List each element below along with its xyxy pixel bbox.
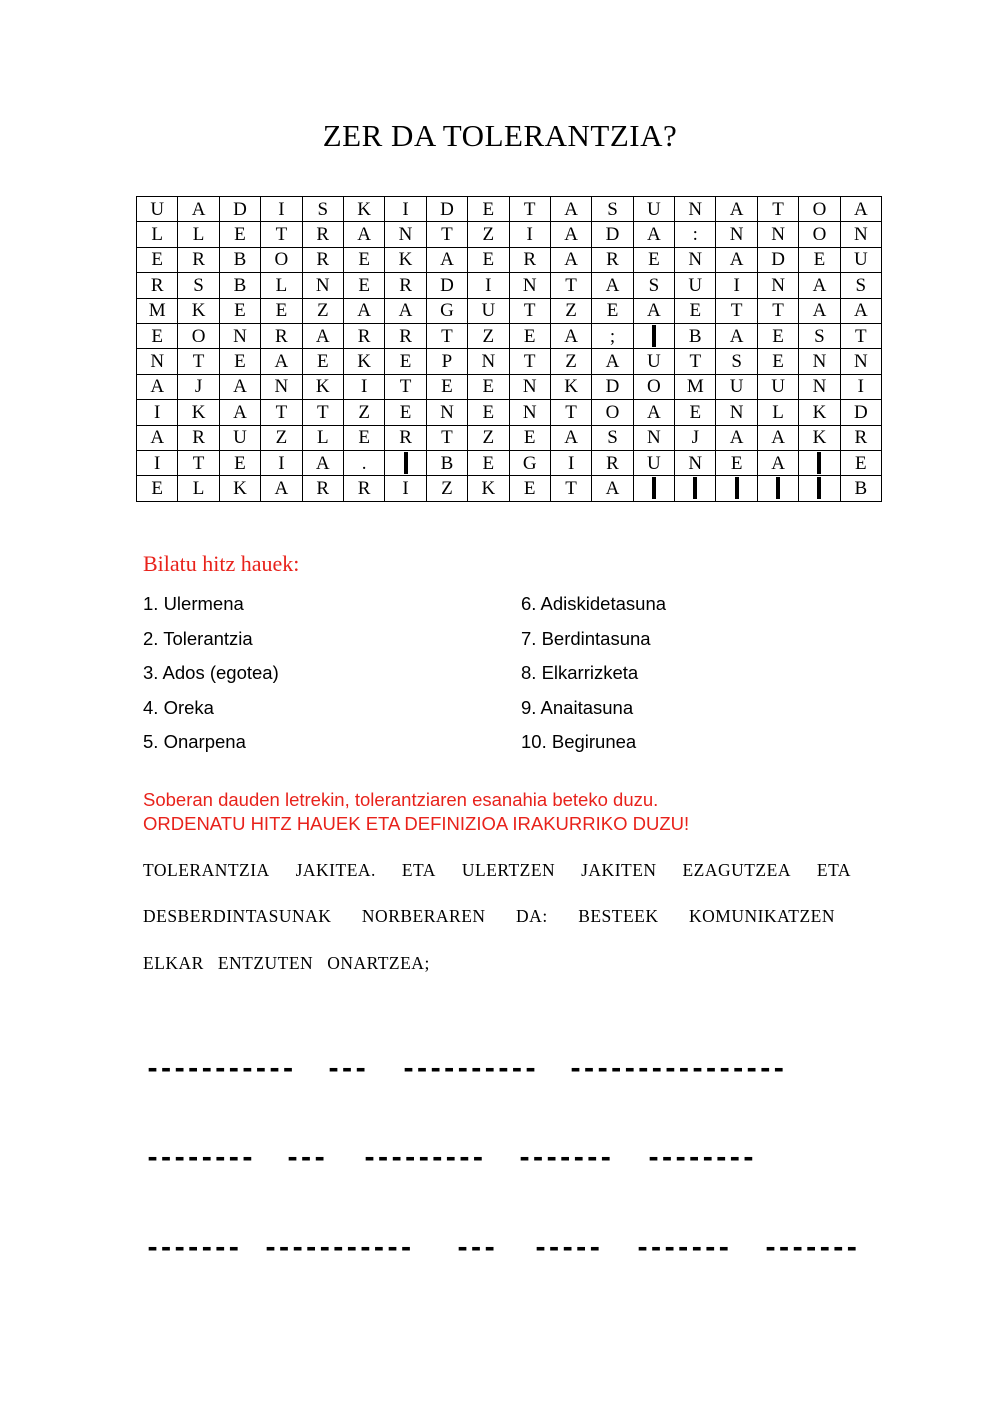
grid-row — [137, 273, 882, 298]
grid-cell: E — [592, 298, 633, 323]
answer-blank[interactable]: --- — [455, 1233, 496, 1262]
grid-cell: R — [302, 476, 343, 501]
grid-cell: L — [178, 476, 219, 501]
grid-cell: E — [716, 450, 757, 475]
grid-cell: A — [550, 197, 591, 222]
grid-cell: A — [799, 298, 840, 323]
answer-line — [143, 1143, 855, 1173]
grid-cell: N — [633, 425, 674, 450]
grid-cell: O — [592, 400, 633, 425]
grid-cell: E — [343, 247, 384, 272]
grid-cell: N — [675, 247, 716, 272]
grid-cell: I — [550, 450, 591, 475]
grid-cell: E — [509, 323, 550, 348]
scrambled-word: DA: — [516, 906, 548, 926]
scrambled-word: JAKITEA. — [295, 860, 376, 880]
grid-cell: Z — [302, 298, 343, 323]
grid-cell: N — [757, 222, 798, 247]
grid-cell: A — [261, 349, 302, 374]
grid-cell: N — [840, 222, 881, 247]
grid-cell: A — [302, 323, 343, 348]
grid-cell: T — [757, 197, 798, 222]
answer-blank[interactable]: ------- — [145, 1233, 240, 1262]
grid-cell: R — [178, 425, 219, 450]
grid-cell: O — [799, 197, 840, 222]
block-mark — [817, 477, 821, 499]
grid-cell: I — [137, 450, 178, 475]
grid-cell: N — [426, 400, 467, 425]
grid-cell: D — [592, 222, 633, 247]
answer-blank[interactable]: ------- — [517, 1143, 612, 1172]
grid-cell: E — [468, 247, 509, 272]
grid-row — [137, 476, 882, 501]
grid-row — [137, 197, 882, 222]
block-mark — [735, 477, 739, 499]
grid-cell: G — [426, 298, 467, 323]
grid-cell: N — [219, 323, 260, 348]
grid-cell: T — [385, 374, 426, 399]
grid-cell: E — [385, 400, 426, 425]
grid-cell: D — [592, 374, 633, 399]
grid-cell: N — [757, 273, 798, 298]
grid-cell: U — [716, 374, 757, 399]
word-search-grid — [136, 196, 882, 502]
word-list-item: 2. Tolerantzia — [143, 628, 253, 649]
grid-cell: N — [385, 222, 426, 247]
grid-cell: A — [716, 247, 757, 272]
word-list-item: 5. Onarpena — [143, 731, 246, 752]
grid-cell: E — [468, 400, 509, 425]
grid-cell: R — [592, 450, 633, 475]
grid-cell: B — [675, 323, 716, 348]
block-mark — [693, 477, 697, 499]
grid-cell: R — [840, 425, 881, 450]
grid-cell — [799, 476, 840, 501]
grid-cell: L — [302, 425, 343, 450]
grid-cell: Z — [468, 222, 509, 247]
grid-cell: E — [509, 476, 550, 501]
grid-cell: A — [550, 323, 591, 348]
answer-blank[interactable]: -------- — [145, 1143, 254, 1172]
grid-cell: A — [592, 273, 633, 298]
grid-cell: K — [385, 247, 426, 272]
grid-cell: D — [426, 273, 467, 298]
block-mark — [652, 477, 656, 499]
answer-blank[interactable]: -------- — [646, 1143, 755, 1172]
grid-cell: O — [633, 374, 674, 399]
grid-cell: R — [385, 425, 426, 450]
grid-cell: A — [178, 197, 219, 222]
grid-cell: T — [716, 298, 757, 323]
scrambled-word: ELKAR — [143, 953, 204, 973]
grid-cell: S — [799, 323, 840, 348]
grid-cell: T — [426, 222, 467, 247]
grid-cell: E — [799, 247, 840, 272]
scrambled-word: EZAGUTZEA — [682, 860, 791, 880]
grid-cell: T — [550, 400, 591, 425]
scrambled-word: ULERTZEN — [461, 860, 556, 880]
grid-cell: E — [757, 349, 798, 374]
grid-cell: A — [426, 247, 467, 272]
answer-blank[interactable]: --- — [285, 1143, 326, 1172]
grid-cell: Z — [343, 400, 384, 425]
grid-cell: I — [137, 400, 178, 425]
grid-cell: : — [675, 222, 716, 247]
grid-cell: E — [675, 400, 716, 425]
grid-cell: R — [385, 273, 426, 298]
grid-cell: N — [716, 222, 757, 247]
scrambled-word: KOMUNIKATZEN — [689, 906, 835, 926]
scrambled-line — [143, 953, 851, 974]
grid-cell: K — [799, 400, 840, 425]
search-heading: Bilatu hitz hauek: — [143, 551, 300, 576]
grid-row — [137, 298, 882, 323]
word-list-item: 10. Begirunea — [521, 731, 637, 752]
scrambled-word: BESTEEK — [578, 906, 659, 926]
grid-cell: M — [137, 298, 178, 323]
grid-cell: B — [219, 273, 260, 298]
grid-cell: R — [261, 323, 302, 348]
grid-cell: ; — [592, 323, 633, 348]
grid-cell: D — [219, 197, 260, 222]
grid-cell: R — [509, 247, 550, 272]
answer-line — [143, 1054, 855, 1084]
grid-cell: K — [302, 374, 343, 399]
grid-cell: E — [468, 450, 509, 475]
grid-cell — [385, 450, 426, 475]
grid-cell: A — [219, 374, 260, 399]
grid-cell: U — [633, 349, 674, 374]
grid-cell — [716, 476, 757, 501]
grid-cell: A — [799, 273, 840, 298]
grid-cell: N — [799, 374, 840, 399]
grid-cell: U — [757, 374, 798, 399]
grid-cell: K — [219, 476, 260, 501]
answer-blank[interactable]: ---------- — [401, 1054, 537, 1083]
grid-cell: D — [840, 400, 881, 425]
scrambled-line — [143, 906, 835, 927]
grid-cell: E — [137, 247, 178, 272]
grid-cell: K — [343, 197, 384, 222]
grid-cell: U — [468, 298, 509, 323]
grid-cell: E — [219, 450, 260, 475]
page-title: ZER DA TOLERANTZIA? — [322, 118, 678, 153]
answer-blank[interactable]: ---------------- — [568, 1054, 785, 1083]
block-mark — [652, 325, 656, 347]
grid-cell: A — [550, 247, 591, 272]
answer-blank[interactable]: --------- — [362, 1143, 484, 1172]
grid-cell: Z — [550, 349, 591, 374]
grid-cell: E — [219, 298, 260, 323]
grid-cell: N — [261, 374, 302, 399]
grid-cell: R — [343, 476, 384, 501]
answer-blank[interactable]: ------- — [635, 1233, 730, 1262]
grid-cell: B — [219, 247, 260, 272]
grid-cell: Z — [468, 323, 509, 348]
grid-cell: K — [178, 298, 219, 323]
grid-cell: D — [426, 197, 467, 222]
grid-cell: S — [716, 349, 757, 374]
grid-cell: N — [675, 197, 716, 222]
grid-cell: E — [757, 323, 798, 348]
grid-cell: O — [261, 247, 302, 272]
grid-cell: I — [343, 374, 384, 399]
block-mark — [817, 452, 821, 474]
grid-row — [137, 374, 882, 399]
grid-cell: D — [757, 247, 798, 272]
grid-cell: P — [426, 349, 467, 374]
grid-cell: T — [302, 400, 343, 425]
grid-cell: G — [509, 450, 550, 475]
grid-cell: K — [550, 374, 591, 399]
grid-cell: E — [302, 349, 343, 374]
grid-cell: R — [592, 247, 633, 272]
word-list-item: 1. Ulermena — [143, 593, 244, 614]
grid-cell: T — [426, 323, 467, 348]
word-list-item: 9. Anaitasuna — [521, 697, 634, 718]
grid-cell: L — [261, 273, 302, 298]
grid-cell: A — [385, 298, 426, 323]
answer-blank[interactable]: --- — [326, 1054, 367, 1083]
grid-cell: T — [757, 298, 798, 323]
grid-cell: E — [633, 247, 674, 272]
grid-cell: R — [343, 323, 384, 348]
grid-cell: I — [385, 476, 426, 501]
grid-cell: T — [840, 323, 881, 348]
grid-cell: T — [509, 298, 550, 323]
grid-cell: T — [550, 476, 591, 501]
grid-row — [137, 222, 882, 247]
grid-cell: N — [509, 400, 550, 425]
grid-cell: E — [343, 425, 384, 450]
grid-cell: A — [261, 476, 302, 501]
grid-cell: N — [509, 374, 550, 399]
grid-cell: I — [468, 273, 509, 298]
grid-cell: A — [757, 425, 798, 450]
grid-cell: T — [509, 197, 550, 222]
word-list-item: 8. Elkarrizketa — [521, 662, 639, 683]
grid-cell: S — [178, 273, 219, 298]
grid-cell: M — [675, 374, 716, 399]
grid-cell: U — [137, 197, 178, 222]
grid-cell: B — [840, 476, 881, 501]
grid-cell: I — [716, 273, 757, 298]
grid-cell: R — [385, 323, 426, 348]
grid-cell: K — [178, 400, 219, 425]
grid-row — [137, 425, 882, 450]
grid-cell: I — [840, 374, 881, 399]
scrambled-word: ONARTZEA; — [327, 953, 430, 973]
grid-cell — [757, 476, 798, 501]
instruction-text: Soberan dauden letrekin, tolerantziaren esanahia beteko duzu. — [143, 789, 659, 810]
grid-cell: E — [137, 323, 178, 348]
grid-cell: A — [343, 298, 384, 323]
grid-cell: N — [137, 349, 178, 374]
grid-cell: U — [633, 450, 674, 475]
grid-cell: R — [178, 247, 219, 272]
grid-cell: K — [799, 425, 840, 450]
grid-cell: O — [799, 222, 840, 247]
grid-cell: A — [633, 400, 674, 425]
grid-cell — [799, 450, 840, 475]
grid-cell: Z — [468, 425, 509, 450]
grid-cell: N — [799, 349, 840, 374]
grid-cell: S — [633, 273, 674, 298]
grid-cell: A — [840, 197, 881, 222]
answer-blank[interactable]: ----------- — [263, 1233, 413, 1262]
grid-cell: Z — [550, 298, 591, 323]
grid-cell: T — [178, 349, 219, 374]
grid-cell: R — [302, 247, 343, 272]
grid-cell: N — [302, 273, 343, 298]
grid-cell: E — [261, 298, 302, 323]
grid-cell: A — [343, 222, 384, 247]
grid-cell: A — [716, 425, 757, 450]
answer-blank[interactable]: ----------- — [145, 1054, 295, 1083]
grid-cell: A — [592, 349, 633, 374]
scrambled-word: NORBERAREN — [361, 906, 486, 926]
grid-cell: A — [716, 197, 757, 222]
grid-row — [137, 400, 882, 425]
grid-cell: Z — [261, 425, 302, 450]
grid-cell: A — [633, 298, 674, 323]
grid-cell: A — [757, 450, 798, 475]
grid-cell: E — [385, 349, 426, 374]
word-list-item: 4. Oreka — [143, 697, 214, 718]
grid-cell: N — [840, 349, 881, 374]
block-mark — [404, 452, 408, 474]
grid-cell: A — [219, 400, 260, 425]
grid-cell: I — [385, 197, 426, 222]
grid-cell: S — [302, 197, 343, 222]
grid-cell: U — [840, 247, 881, 272]
grid-cell: B — [426, 450, 467, 475]
grid-cell: E — [219, 222, 260, 247]
grid-cell: T — [261, 400, 302, 425]
grid-cell: E — [840, 450, 881, 475]
grid-cell — [633, 476, 674, 501]
grid-cell — [675, 476, 716, 501]
grid-cell: S — [592, 425, 633, 450]
scrambled-line — [143, 860, 851, 881]
grid-cell: J — [675, 425, 716, 450]
grid-cell: R — [137, 273, 178, 298]
grid-cell: N — [509, 273, 550, 298]
block-mark — [776, 477, 780, 499]
scrambled-word: JAKITEN — [581, 860, 657, 880]
grid-cell: T — [426, 425, 467, 450]
answer-blank[interactable]: ------- — [763, 1233, 858, 1262]
grid-cell: L — [137, 222, 178, 247]
answer-blank[interactable]: ----- — [533, 1233, 601, 1262]
word-list-item: 6. Adiskidetasuna — [521, 593, 667, 614]
scrambled-word: ENTZUTEN — [217, 953, 314, 973]
grid-cell: O — [178, 323, 219, 348]
grid-cell: R — [302, 222, 343, 247]
grid-cell: A — [550, 425, 591, 450]
scrambled-word: ETA — [816, 860, 851, 880]
grid-cell: E — [468, 197, 509, 222]
grid-cell: I — [261, 197, 302, 222]
grid-cell: N — [675, 450, 716, 475]
grid-cell: T — [178, 450, 219, 475]
grid-cell: E — [468, 374, 509, 399]
grid-cell: A — [137, 374, 178, 399]
grid-cell: Z — [426, 476, 467, 501]
grid-cell: I — [509, 222, 550, 247]
grid-cell: S — [840, 273, 881, 298]
grid-cell: J — [178, 374, 219, 399]
instruction-heading: ORDENATU HITZ HAUEK ETA DEFINIZIOA IRAKURRIKO DUZU! — [143, 813, 690, 834]
grid-cell: L — [757, 400, 798, 425]
grid-cell: E — [509, 425, 550, 450]
grid-cell: L — [178, 222, 219, 247]
grid-cell: A — [716, 323, 757, 348]
grid-row — [137, 349, 882, 374]
grid-cell: T — [509, 349, 550, 374]
grid-row — [137, 247, 882, 272]
word-list-item: 7. Berdintasuna — [521, 628, 651, 649]
grid-cell: E — [343, 273, 384, 298]
grid-cell: U — [675, 273, 716, 298]
grid-row — [137, 323, 882, 348]
grid-cell: A — [302, 450, 343, 475]
scrambled-word: ETA — [401, 860, 436, 880]
grid-cell: A — [840, 298, 881, 323]
grid-cell: E — [675, 298, 716, 323]
grid-cell: U — [219, 425, 260, 450]
grid-cell: S — [592, 197, 633, 222]
grid-row — [137, 450, 882, 475]
grid-cell: K — [343, 349, 384, 374]
grid-cell: A — [592, 476, 633, 501]
grid-cell: I — [261, 450, 302, 475]
grid-cell: T — [550, 273, 591, 298]
grid-cell — [633, 323, 674, 348]
grid-cell: N — [716, 400, 757, 425]
grid-cell: U — [633, 197, 674, 222]
grid-cell: N — [468, 349, 509, 374]
grid-cell: E — [426, 374, 467, 399]
grid-cell: T — [675, 349, 716, 374]
grid-cell: E — [137, 476, 178, 501]
word-list-item: 3. Ados (egotea) — [143, 662, 279, 683]
grid-cell: . — [343, 450, 384, 475]
answer-line — [143, 1233, 858, 1263]
scrambled-word: DESBERDINTASUNAK — [143, 906, 332, 926]
grid-cell: A — [137, 425, 178, 450]
grid-cell: T — [261, 222, 302, 247]
scrambled-word: TOLERANTZIA — [143, 860, 270, 880]
grid-cell: A — [550, 222, 591, 247]
grid-cell: E — [219, 349, 260, 374]
grid-cell: K — [468, 476, 509, 501]
grid-cell: A — [633, 222, 674, 247]
